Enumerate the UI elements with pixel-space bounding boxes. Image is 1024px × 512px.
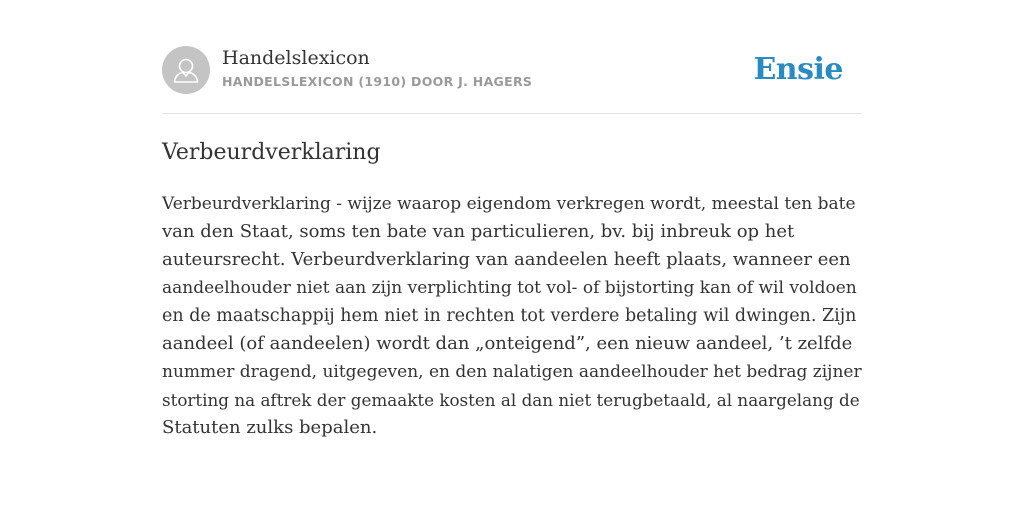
entry-body-line: storting na aftrek der gemaakte kosten al dan niet terugbetaald, al naargelang de (162, 390, 860, 410)
entry-title: Verbeurdverklaring (162, 140, 381, 165)
entry-body-line: auteursrecht. Verbeurdverklaring van aandeelen heeft plaats, wanneer een (162, 249, 851, 270)
entry-body-line: Verbeurdverklaring - wijze waarop eigendom verkregen wordt, meestal ten bate (162, 194, 856, 214)
entry-body-line: Statuten zulks bepalen. (162, 417, 378, 438)
source-header (162, 46, 862, 96)
entry-body (162, 190, 862, 442)
entry-body-line: van den Staat, soms ten bate van particulieren, bv. bij inbreuk op het (162, 221, 795, 242)
entry-body-line: en de maatschappij hem niet in rechten tot verdere betaling wil dwingen. Zijn (162, 306, 857, 326)
user-icon (162, 46, 210, 94)
ensie-logo[interactable]: Ensie (753, 52, 843, 87)
source-avatar[interactable] (162, 46, 210, 94)
source-title[interactable]: Handelslexicon (222, 47, 370, 69)
header-divider (162, 113, 862, 114)
entry-body-line: aandeelhouder niet aan zijn verplichting tot vol- of bijstorting kan of wil voldoen (162, 278, 857, 298)
entry-body-line: nummer dragend, uitgegeven, en den nalatigen aandeelhouder het bedrag zijner (162, 362, 862, 382)
entry-body-line: aandeel (of aandeelen) wordt dan „onteigend”, een nieuw aandeel, ’t zelfde (162, 333, 853, 354)
source-subtitle[interactable]: HANDELSLEXICON (1910) DOOR J. HAGERS (222, 74, 533, 89)
